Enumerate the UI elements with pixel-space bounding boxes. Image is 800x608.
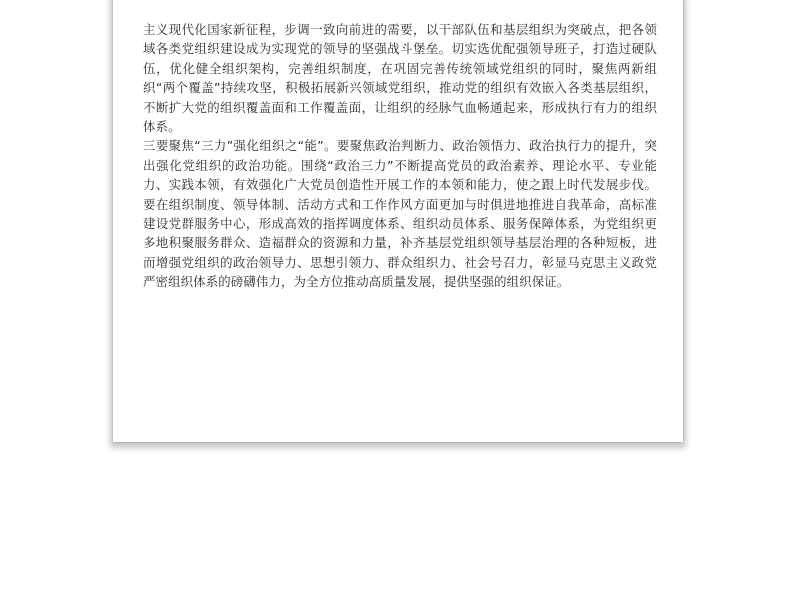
document-page [113, 0, 683, 442]
document-body [143, 0, 657, 292]
paragraph-three-powers: 三要聚焦“三力”强化组织之“能”。要聚焦政治判断力、政治领悟力、政治执行力的提升，突出强化党组织的政治功能。围绕“政治三力”不断提高党员的政治素养、理论水平、专业能力、实践本领，有效强化广大党员创造性开展工作的本领和能力，使之跟上时代发展步伐。要在组织制度、领导体制、活动方式和工作作风方面更加与时俱进地推进自我革命，高标准建设党群服务中心，形成高效的指挥调度体系、组织动员体系、服务保障体系，为党组织更多地积聚服务群众、造福群众的资源和力量，补齐基层党组织领导基层治理的各种短板，进而增强党组织的政治领导力、思想引领力、群众组织力、社会号召力，彰显马克思主义政党严密组织体系的磅礴伟力，为全方位推动高质量发展，提供坚强的组织保证。 [143, 138, 657, 290]
paragraph-organization-system: 主义现代化国家新征程，步调一致向前进的需要，以干部队伍和基层组织为突破点，把各领域各类党组织建设成为实现党的领导的坚强战斗堡垒。切实选优配强领导班子，打造过硬队伍，优化健全组织架构，完善组织制度，在巩固完善传统领域党组织的同时，聚焦两新组织“两个覆盖”持续攻坚，积极拓展新兴领域党组织，推动党的组织有效嵌入各类基层组织，不断扩大党的组织覆盖面和工作覆盖面，让组织的经脉气血畅通起来，形成执行有力的组织体系。 [143, 22, 657, 135]
